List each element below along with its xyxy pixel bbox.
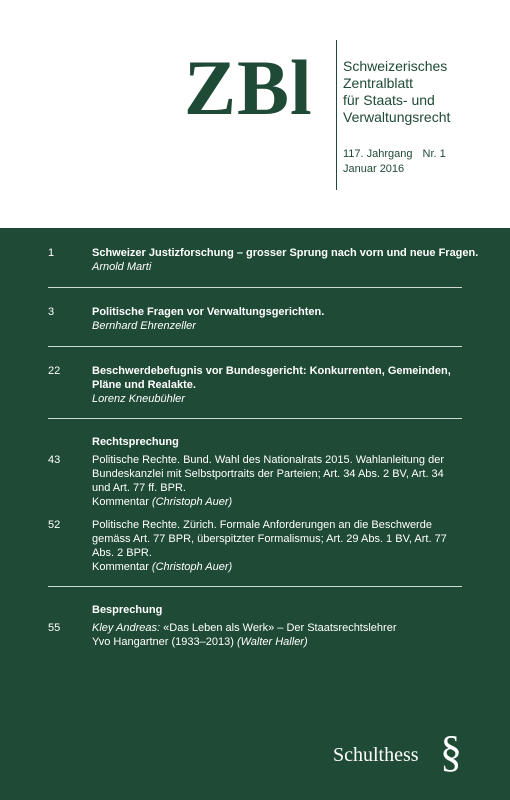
article-author: Lorenz Kneubühler [92, 393, 185, 405]
reviewer: (Walter Haller) [236, 636, 308, 648]
journal-name-line: Zentralblatt [343, 75, 414, 91]
masthead [0, 0, 510, 228]
article-author: Arnold Marti [92, 261, 152, 273]
case-comment [92, 560, 472, 574]
comment-author: (Christoph Auer) [151, 496, 233, 508]
divider [48, 418, 462, 419]
journal-logo: ZBl [184, 44, 313, 131]
case-line: Abs. 2 BPR. [92, 547, 152, 559]
issue-info [343, 147, 446, 177]
volume: 117. Jahrgang [343, 148, 413, 160]
article-title-line: Pläne und Realakte. [92, 379, 196, 391]
publisher-name: Schulthess [333, 744, 419, 766]
divider [48, 586, 462, 587]
section-sign-logo: § [440, 727, 462, 776]
article-author: Bernhard Ehrenzeller [92, 320, 196, 332]
section-heading: Besprechung [92, 604, 163, 616]
divider [48, 346, 462, 347]
issue-date: Januar 2016 [343, 163, 405, 175]
page-number: 52 [48, 519, 61, 531]
article-title-line: Beschwerdebefugnis vor Bundesgericht: Konkurrenten, Gemeinden, [92, 365, 451, 377]
case-line: gemäss Art. 77 BPR, überspitzter Formalismus; Art. 29 Abs. 1 BV, Art. 77 [92, 533, 447, 545]
section-heading: Rechtsprechung [92, 436, 179, 448]
review-line [92, 635, 472, 649]
logo-divider [336, 40, 337, 190]
journal-name [343, 58, 503, 126]
page-number: 43 [48, 454, 61, 466]
review-subject: Yvo Hangartner (1933–2013) [92, 636, 237, 648]
case-line: Politische Rechte. Zürich. Formale Anforderungen an die Beschwerde [92, 519, 432, 531]
case-line: Politische Rechte. Bund. Wahl des Nationalrats 2015. Wahlanleitung der [92, 454, 444, 466]
page-number: 55 [48, 622, 61, 634]
journal-name-line: Schweizerisches [343, 58, 448, 74]
journal-name-line: für Staats- und [343, 92, 435, 108]
journal-name-line: Verwaltungsrecht [343, 109, 451, 125]
comment-label: Kommentar [92, 561, 152, 573]
review-line [92, 621, 472, 635]
comment-label: Kommentar [92, 496, 152, 508]
issue-number: Nr. 1 [422, 148, 446, 160]
page-number: 22 [48, 365, 61, 377]
page-number: 3 [48, 306, 55, 318]
page-number: 1 [48, 247, 55, 259]
review-title: «Das Leben als Werk» – Der Staatsrechtslehrer [160, 622, 397, 634]
article-title: Politische Fragen vor Verwaltungsgerichten. [92, 306, 325, 318]
divider [48, 287, 462, 288]
comment-author: (Christoph Auer) [151, 561, 233, 573]
case-line: und Art. 77 ff. BPR. [92, 482, 186, 494]
article-title: Schweizer Justizforschung – grosser Sprung nach vorn und neue Fragen. [92, 247, 479, 259]
case-line: Bundeskanzlei mit Selbstportraits der Parteien; Art. 34 Abs. 2 BV, Art. 34 [92, 468, 444, 480]
case-comment [92, 495, 472, 509]
review-author: Kley Andreas: [92, 622, 161, 634]
